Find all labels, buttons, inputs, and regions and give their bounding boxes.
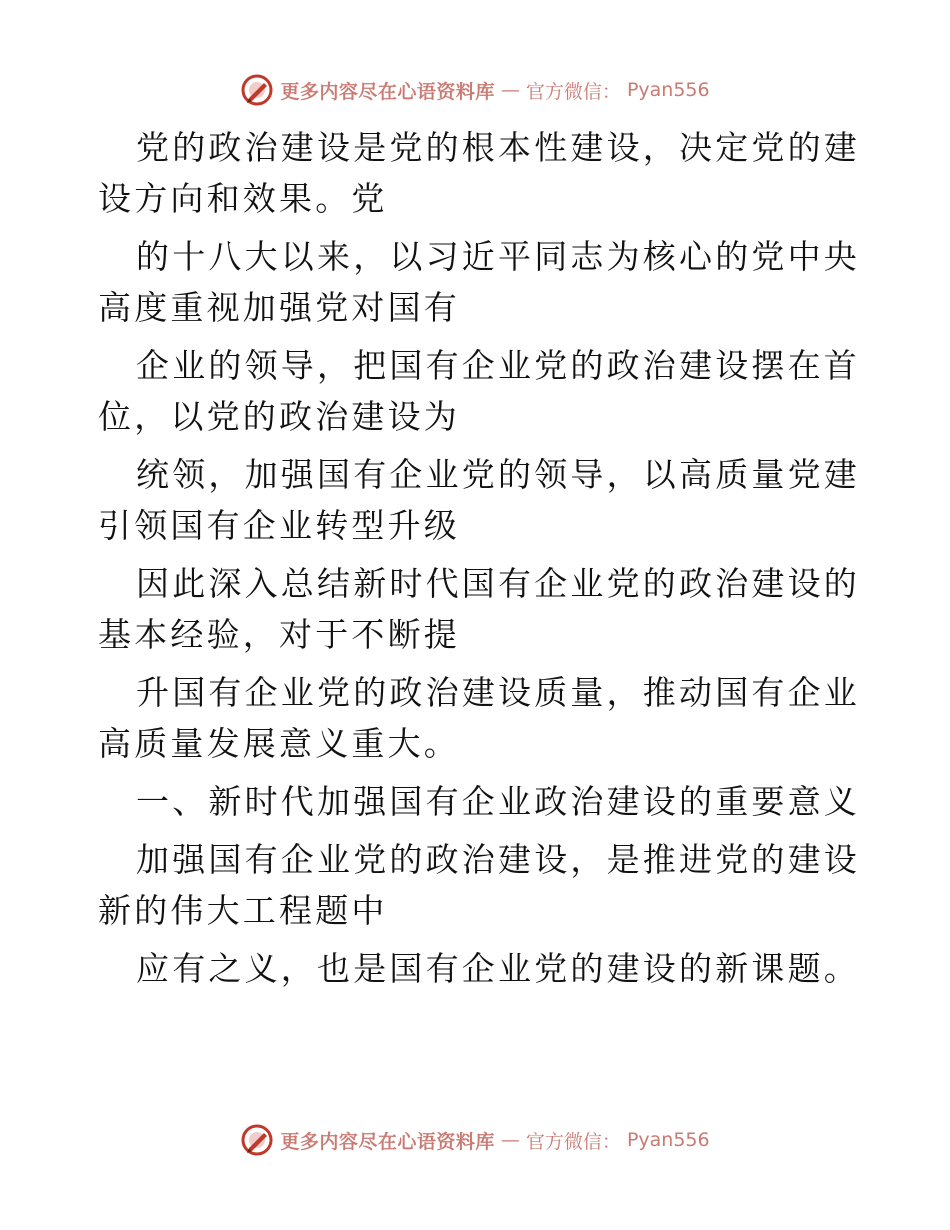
watermark-site-text: 更多内容尽在心语资料库 [280, 1130, 495, 1153]
paragraph: 升国有企业党的政治建设质量，推动国有企业高质量发展意义重大。 [98, 673, 860, 763]
section-heading: 一、新时代加强国有企业政治建设的重要意义 [136, 782, 860, 821]
watermark-wechat-id: Pyan556 [626, 1129, 710, 1151]
watermark-wechat-id: Pyan556 [626, 79, 710, 101]
pen-logo-icon [240, 73, 274, 107]
watermark-separator: — [500, 1129, 520, 1151]
watermark-label: 官方微信： [525, 1130, 621, 1153]
paragraph: 应有之义，也是国有企业党的建设的新课题。 [136, 949, 860, 988]
paragraph: 企业的领导，把国有企业党的政治建设摆在首位，以党的政治建设为 [98, 346, 860, 436]
paragraph: 因此深入总结新时代国有企业党的政治建设的基本经验，对于不断提 [98, 564, 860, 654]
document-body [98, 122, 868, 994]
watermark-site-text: 更多内容尽在心语资料库 [280, 80, 495, 103]
paragraph: 的十八大以来，以习近平同志为核心的党中央高度重视加强党对国有 [98, 237, 860, 327]
watermark-label: 官方微信： [525, 80, 621, 103]
paragraph: 加强国有企业党的政治建设，是推进党的建设新的伟大工程题中 [98, 840, 860, 930]
paragraph: 统领，加强国有企业党的领导，以高质量党建引领国有企业转型升级 [98, 455, 860, 545]
footer-watermark [0, 1118, 950, 1162]
pen-logo-icon [240, 1123, 274, 1157]
paragraph: 党的政治建设是党的根本性建设，决定党的建设方向和效果。党 [98, 128, 860, 218]
header-watermark [0, 68, 950, 112]
watermark-separator: — [500, 79, 520, 101]
